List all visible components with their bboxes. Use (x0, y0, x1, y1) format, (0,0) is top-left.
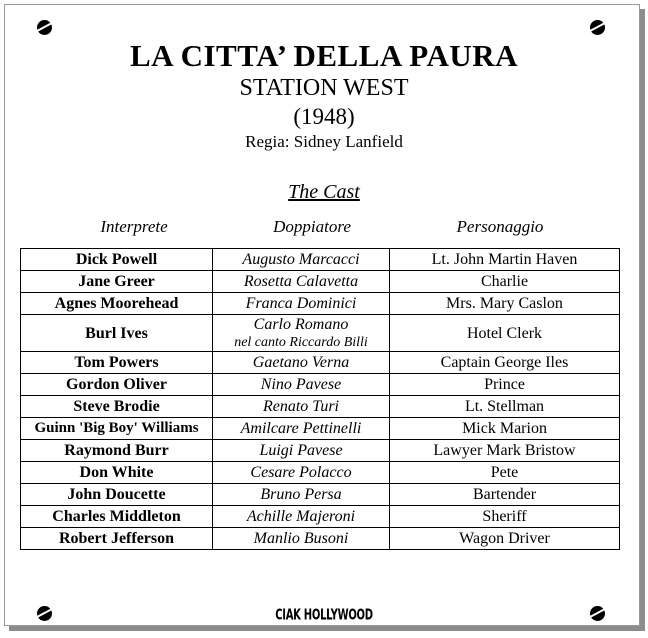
dubber-name: Renato Turi (262, 398, 339, 415)
dubber-cell (213, 506, 390, 528)
actor-name: Charles Middleton (21, 506, 213, 528)
ciak-hollywood-logo (0, 605, 648, 623)
table-row (21, 352, 620, 374)
table-row (21, 484, 620, 506)
character-name: Mick Marion (390, 418, 620, 440)
table-row (21, 271, 620, 293)
dubber-cell (213, 352, 390, 374)
dubber-name: Manlio Busoni (253, 530, 349, 547)
table-row (21, 396, 620, 418)
cast-heading: The Cast (288, 181, 360, 203)
table-row (21, 440, 620, 462)
dubber-name: Achille Majeroni (246, 508, 356, 525)
actor-name: Guinn 'Big Boy' Williams (21, 418, 213, 440)
actor-name: Dick Powell (21, 249, 213, 271)
character-name: Sheriff (390, 506, 620, 528)
screw-icon (37, 20, 52, 35)
table-row (21, 506, 620, 528)
character-name: Lawyer Mark Bristow (390, 440, 620, 462)
dubber-note: nel canto Riccardo Billi (234, 335, 368, 350)
dubber-name: Rosetta Calavetta (243, 273, 359, 290)
actor-name: Tom Powers (21, 352, 213, 374)
cast-table-body (21, 249, 620, 550)
table-row (21, 315, 620, 352)
original-title: STATION WEST (239, 75, 409, 101)
director-credit: Regia: Sidney Lanfield (245, 132, 403, 151)
cast-table (20, 248, 620, 550)
actor-name: Jane Greer (21, 271, 213, 293)
character-name: Hotel Clerk (390, 315, 620, 352)
table-row (21, 528, 620, 550)
dubber-cell (213, 293, 390, 315)
dubber-name: Gaetano Verna (252, 354, 350, 371)
dubber-cell (213, 462, 390, 484)
dubber-cell (213, 484, 390, 506)
dubber-cell (213, 396, 390, 418)
actor-name: Raymond Burr (21, 440, 213, 462)
release-year: (1948) (293, 104, 355, 129)
dubber-cell (213, 528, 390, 550)
actor-name: Steve Brodie (21, 396, 213, 418)
dubber-cell (213, 374, 390, 396)
character-name: Prince (390, 374, 620, 396)
character-name: Lt. John Martin Haven (390, 249, 620, 271)
table-row (21, 418, 620, 440)
column-header-role: Personaggio (456, 217, 544, 236)
actor-name: Agnes Moorehead (21, 293, 213, 315)
character-name: Mrs. Mary Caslon (390, 293, 620, 315)
actor-name: Gordon Oliver (21, 374, 213, 396)
table-row (21, 374, 620, 396)
dubber-name: Amilcare Pettinelli (240, 420, 362, 437)
dubber-cell (213, 315, 390, 352)
character-name: Captain George Iles (390, 352, 620, 374)
column-header-actor: Interprete (100, 217, 168, 236)
actor-name: Burl Ives (21, 315, 213, 352)
dubber-name: Nino Pavese (260, 376, 342, 393)
dubber-name: Luigi Pavese (259, 442, 343, 459)
actor-name: Robert Jefferson (21, 528, 213, 550)
dubber-cell (213, 249, 390, 271)
character-name: Charlie (390, 271, 620, 293)
screw-icon (590, 20, 605, 35)
character-name: Pete (390, 462, 620, 484)
character-name: Lt. Stellman (390, 396, 620, 418)
film-title: LA CITTA’ DELLA PAURA (130, 38, 518, 73)
actor-name: John Doucette (21, 484, 213, 506)
dubber-cell (213, 418, 390, 440)
dubber-name: Augusto Marcacci (242, 251, 360, 268)
column-header-dubber: Doppiatore (273, 217, 351, 236)
table-row (21, 462, 620, 484)
dubber-name: Carlo Romano (253, 316, 349, 333)
dubber-cell (213, 271, 390, 293)
table-row (21, 249, 620, 271)
actor-name: Don White (21, 462, 213, 484)
character-name: Wagon Driver (390, 528, 620, 550)
character-name: Bartender (390, 484, 620, 506)
logo-text: CIAK HOLLYWOOD (275, 607, 373, 624)
dubber-name: Bruno Persa (260, 486, 342, 503)
table-row (21, 293, 620, 315)
dubber-name: Cesare Polacco (250, 464, 352, 481)
dubber-name: Franca Dominici (245, 295, 357, 312)
dubber-cell (213, 440, 390, 462)
